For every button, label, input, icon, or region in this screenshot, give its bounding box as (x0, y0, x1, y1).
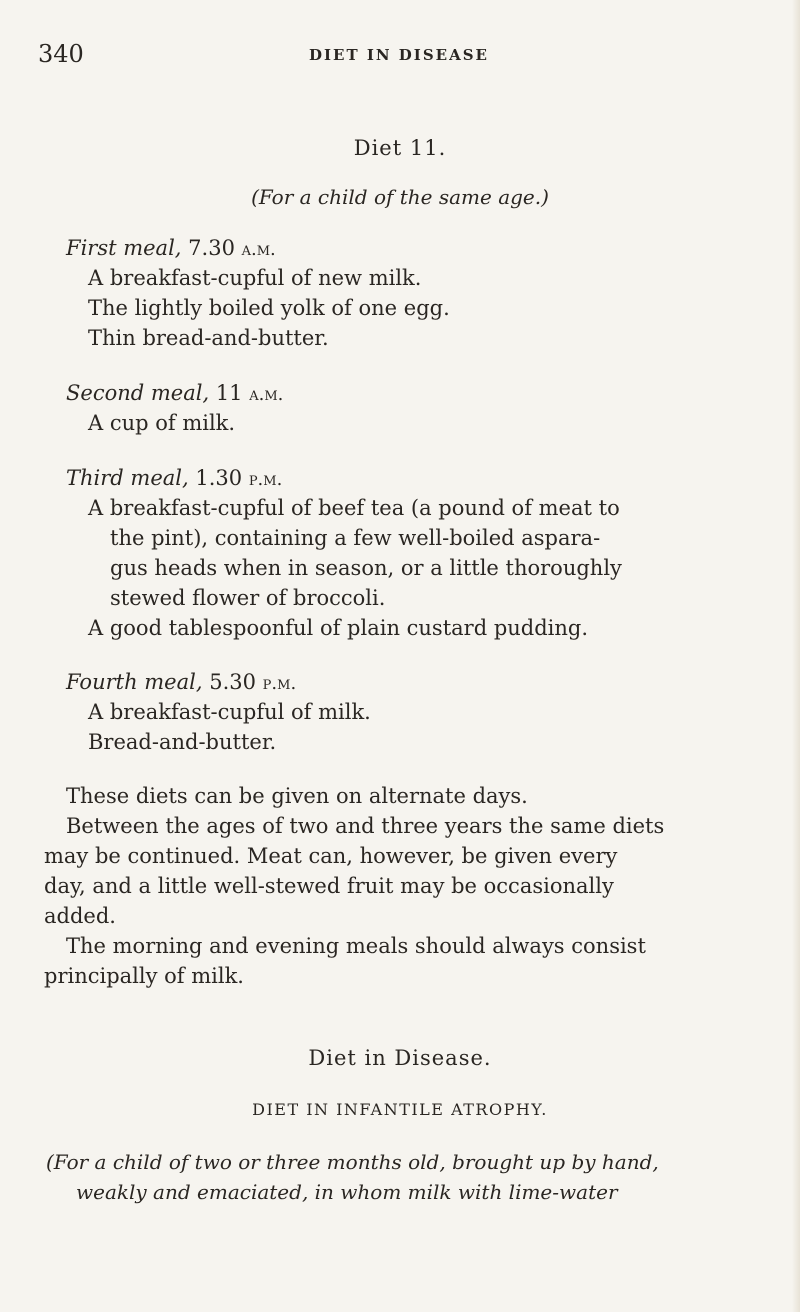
body-text-line: may be continued. Meat can, however, be given every (44, 844, 618, 868)
meal-item: gus heads when in season, or a little thoroughly (110, 556, 622, 580)
meal-item: A breakfast-cupful of new milk. (88, 266, 422, 290)
meal-ampm: p.m. (248, 469, 283, 490)
meal-item: The lightly boiled yolk of one egg. (88, 296, 450, 320)
meal-label: First meal, (66, 236, 182, 260)
meal-item: A cup of milk. (88, 411, 236, 435)
body-text-line: The morning and evening meals should always consist (66, 934, 646, 958)
meal-item: A good tablespoonful of plain custard pudding. (88, 616, 589, 640)
meal-ampm: a.m. (241, 239, 276, 260)
diet-subtitle: (For a child of the same age.) (251, 185, 549, 209)
section-subtitle: DIET IN INFANTILE ATROPHY. (252, 1100, 548, 1119)
body-text-line: added. (44, 904, 116, 928)
meal-time: 7.30 (188, 236, 235, 260)
meal-label: Third meal, (66, 466, 189, 490)
intro-line: weakly and emaciated, in whom milk with lime-water (76, 1180, 618, 1204)
meal-heading (66, 381, 283, 405)
meal-item: the pint), containing a few well-boiled aspara- (110, 526, 601, 550)
intro-line: (For a child of two or three months old, brought up by hand, (46, 1150, 659, 1174)
body-text-line: These diets can be given on alternate days. (66, 784, 528, 808)
meal-item: Thin bread-and-butter. (88, 326, 329, 350)
diet-title: Diet 11. (353, 136, 447, 160)
meal-time: 11 (215, 381, 243, 405)
meal-item: A breakfast-cupful of milk. (88, 700, 371, 724)
body-text-line: principally of milk. (44, 964, 244, 988)
meal-heading (66, 466, 282, 490)
meal-time: 1.30 (195, 466, 243, 490)
body-text-line: Between the ages of two and three years the same diets (66, 814, 665, 838)
page-header (38, 40, 760, 76)
page-edge-shadow (792, 0, 800, 1312)
body-text-line: day, and a little well-stewed fruit may be occasionally (44, 874, 614, 898)
meal-heading (66, 236, 276, 260)
meal-time: 5.30 (209, 670, 256, 694)
running-head: DIET IN DISEASE (309, 46, 489, 64)
meal-heading (66, 670, 296, 694)
page-number: 340 (38, 40, 84, 68)
meal-ampm: a.m. (249, 384, 284, 405)
meal-item: A breakfast-cupful of beef tea (a pound of meat to (88, 496, 620, 520)
meal-item: Bread-and-butter. (88, 730, 277, 754)
meal-label: Second meal, (66, 381, 210, 405)
section-title: Diet in Disease. (308, 1046, 492, 1070)
meal-ampm: p.m. (262, 673, 297, 694)
meal-item: stewed flower of broccoli. (110, 586, 386, 610)
meal-label: Fourth meal, (66, 670, 203, 694)
